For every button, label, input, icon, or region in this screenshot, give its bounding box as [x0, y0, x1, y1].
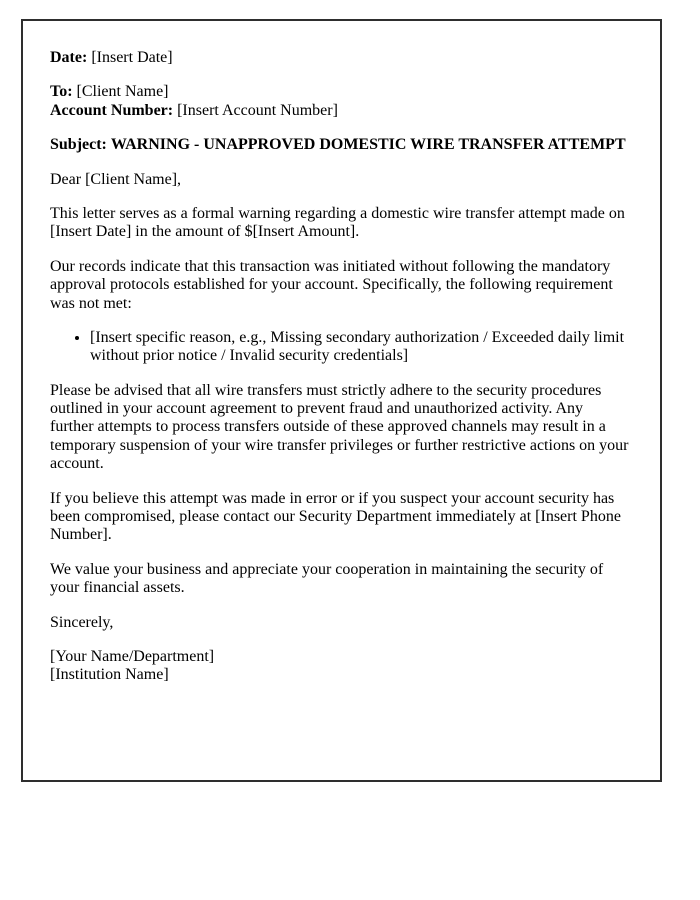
paragraph-advisory: Please be advised that all wire transfers must strictly adhere to the security procedures outlined in your account agreement to prevent fraud and unauthorized activity. Any further attempts to process transfers outside of these approved channels may result in a temporary suspension of your wire transfer privileges or further restrictive actions on your account. [50, 381, 629, 473]
recipient-block [50, 83, 629, 120]
paragraph-records: Our records indicate that this transaction was initiated without following the mandatory approval protocols established for your account. Specifically, the following requirement was not met: [50, 257, 613, 312]
account-number-value: [Insert Account Number] [177, 101, 338, 119]
subject-value: WARNING - UNAPPROVED DOMESTIC WIRE TRANSFER ATTEMPT [110, 136, 626, 154]
closing: Sincerely, [50, 613, 114, 631]
signature-institution: [Institution Name] [50, 666, 169, 684]
date-value: [Insert Date] [91, 49, 173, 66]
date-line [50, 49, 629, 67]
to-value: [Client Name] [76, 83, 169, 101]
subject-label: Subject: [50, 136, 107, 154]
signature-name-department: [Your Name/Department] [50, 647, 215, 665]
letter-document [21, 19, 662, 782]
salutation: Dear [Client Name], [50, 170, 182, 188]
signature-block [50, 648, 629, 685]
reason-list-item: • [Insert specific reason, e.g., Missing secondary authorization / Exceeded daily limit without prior notice / Invalid security credentials] [90, 329, 629, 366]
date-label: Date: [50, 49, 88, 66]
paragraph-intro: This letter serves as a formal warning regarding a domestic wire transfer attempt made on [Insert Date] in the amount of $[Insert Amount]. [50, 204, 625, 241]
to-label: To: [50, 83, 73, 101]
paragraph-error-contact: If you believe this attempt was made in error or if you suspect your account security has been compromised, please contact our Security Department immediately at [Insert Phone Number]. [50, 489, 621, 544]
subject-line [50, 136, 629, 154]
account-number-label: Account Number: [50, 101, 174, 119]
paragraph-value-statement: We value your business and appreciate your cooperation in maintaining the security of your financial assets. [50, 560, 604, 597]
reason-list [50, 329, 629, 366]
